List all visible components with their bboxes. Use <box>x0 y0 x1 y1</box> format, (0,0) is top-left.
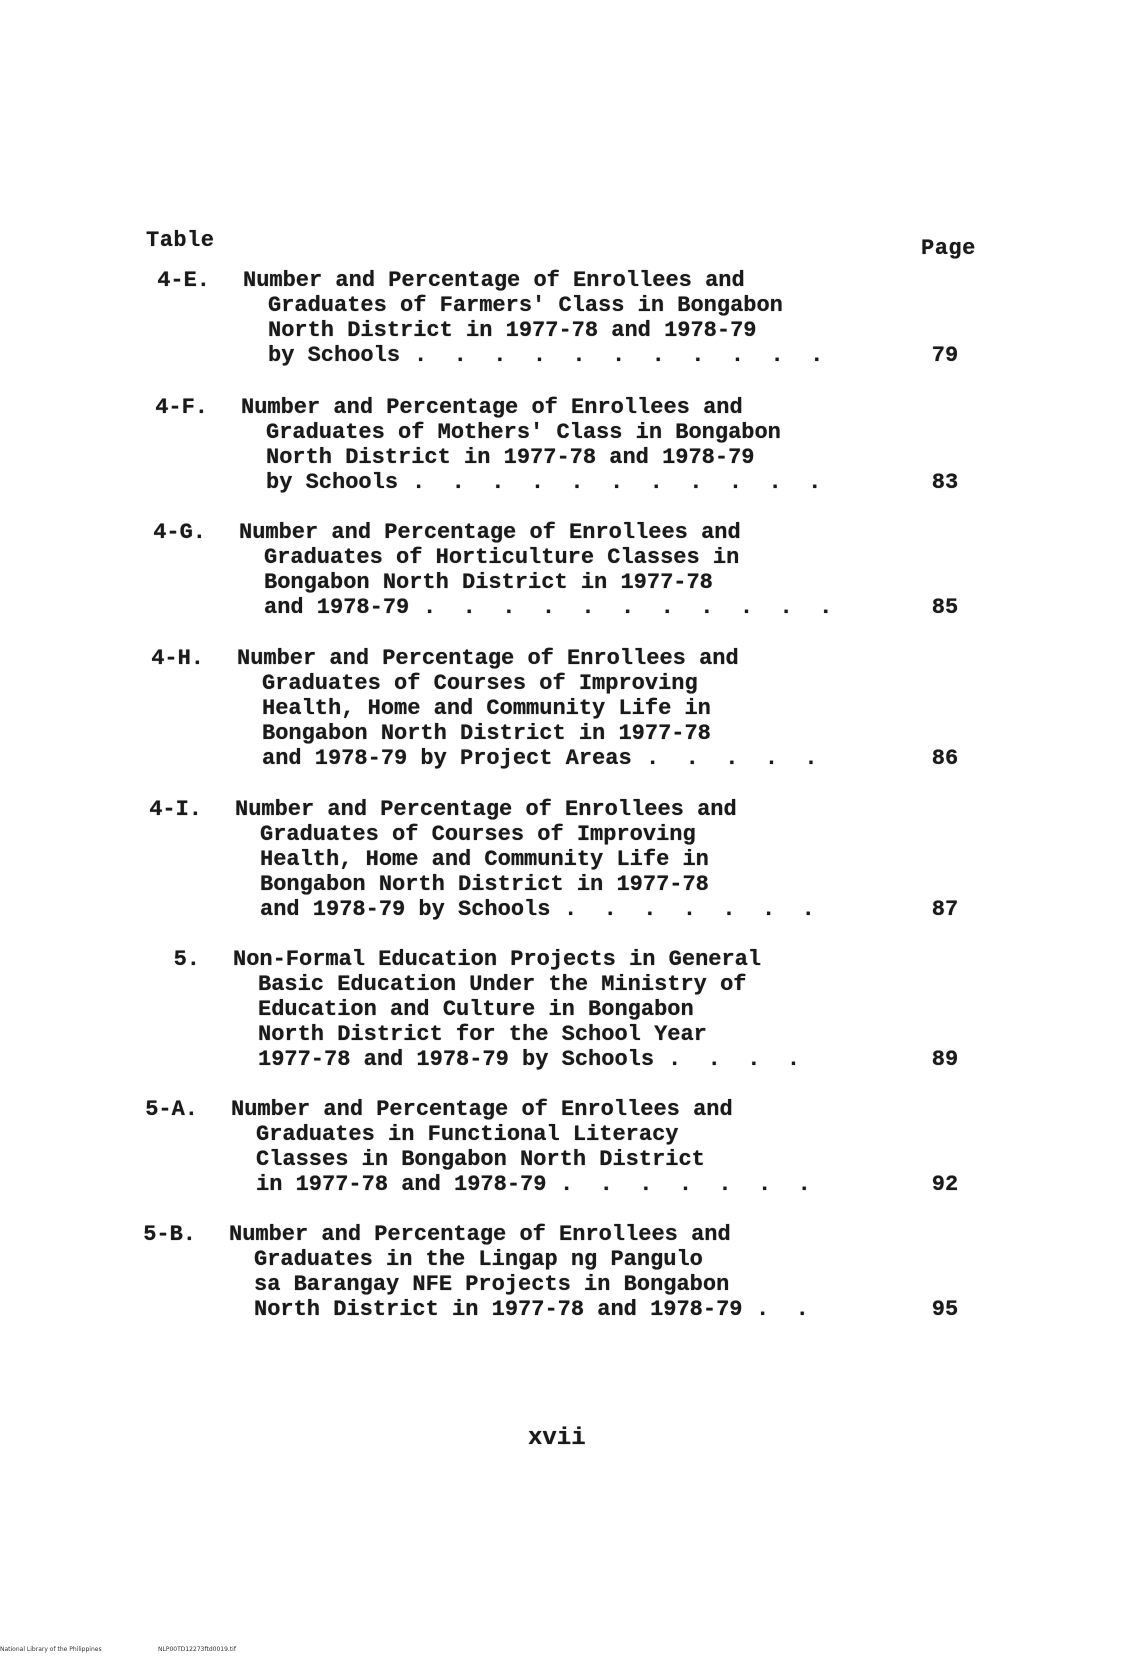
dot-leader: . . . . . . . . . . . <box>423 595 833 620</box>
table-number: 4-F. <box>155 395 208 420</box>
entry-title-line: Number and Percentage of Enrollees and <box>243 268 745 293</box>
entry-title-line: Graduates of Horticulture Classes in <box>264 545 740 570</box>
table-column-header: Table <box>146 228 215 253</box>
entry-title-line: and 1978-79 by Schools <box>260 897 551 922</box>
page-folio: xvii <box>528 1425 586 1452</box>
table-number: 4-E. <box>157 268 210 293</box>
dot-leader: . . . . . <box>646 746 831 771</box>
page-column-header: Page <box>921 236 976 261</box>
entry-title-line: Graduates in the Lingap ng Pangulo <box>254 1247 703 1272</box>
entry-title-line: Graduates in Functional Literacy <box>256 1122 679 1147</box>
entry-title-line: and 1978-79 <box>264 595 410 620</box>
table-number: 4-G. <box>153 520 206 545</box>
page-number: 89 <box>931 1047 959 1072</box>
entry-title-line: Non-Formal Education Projects in General <box>233 947 762 972</box>
entry-title-line: in 1977-78 and 1978-79 <box>256 1172 547 1197</box>
entry-title-line: North District in 1977-78 and 1978-79 <box>254 1297 743 1322</box>
entry-title-line: Bongabon North District in 1977-78 <box>260 872 709 897</box>
table-number: 5-B. <box>143 1222 196 1247</box>
entry-title-line: sa Barangay NFE Projects in Bongabon <box>254 1272 730 1297</box>
entry-title-line: Graduates of Courses of Improving <box>260 822 696 847</box>
page-number: 83 <box>931 470 959 495</box>
footer-library-credit: National Library of the Philippines <box>0 1646 102 1653</box>
entry-title-line: Bongabon North District in 1977-78 <box>262 721 711 746</box>
dot-leader: . . . . <box>668 1047 827 1072</box>
page-number: 79 <box>931 343 959 368</box>
entry-title-line: North District for the School Year <box>258 1022 707 1047</box>
entry-title-line: Number and Percentage of Enrollees and <box>235 797 737 822</box>
entry-title-line: Health, Home and Community Life in <box>262 696 711 721</box>
entry-title-line: and 1978-79 by Project Areas <box>262 746 632 771</box>
table-number: 4-I. <box>149 797 202 822</box>
dot-leader: . . . . . . . . . . . <box>412 470 835 495</box>
entry-title-line: Number and Percentage of Enrollees and <box>231 1097 733 1122</box>
footer-file-name: NLP00TD12273ftd0019.tif <box>158 1646 236 1653</box>
page-number: 85 <box>931 595 959 620</box>
page-number: 92 <box>931 1172 959 1197</box>
dot-leader: . . . . . . . <box>564 897 829 922</box>
entry-title-line: Number and Percentage of Enrollees and <box>229 1222 731 1247</box>
entry-title-line: by Schools <box>268 343 401 368</box>
page-number: 95 <box>931 1297 959 1322</box>
dot-leader: . . . . . . . . . . . <box>414 343 824 368</box>
table-number: 5-A. <box>145 1097 198 1122</box>
entry-title-line: Classes in Bongabon North District <box>256 1147 705 1172</box>
dot-leader: . . . . . . . <box>560 1172 825 1197</box>
entry-title-line: by Schools <box>266 470 399 495</box>
table-number: 4-H. <box>151 646 204 671</box>
page-number: 87 <box>931 897 959 922</box>
entry-title-line: Number and Percentage of Enrollees and <box>239 520 741 545</box>
entry-title-line: Bongabon North District in 1977-78 <box>264 570 713 595</box>
table-number: 5. <box>173 947 200 972</box>
entry-title-line: Basic Education Under the Ministry of <box>258 972 747 997</box>
page-number: 86 <box>931 746 959 771</box>
entry-title-line: Number and Percentage of Enrollees and <box>237 646 739 671</box>
entry-title-line: Health, Home and Community Life in <box>260 847 709 872</box>
entry-title-line: Graduates of Farmers' Class in Bongabon <box>268 293 783 318</box>
dot-leader: . . <box>756 1297 823 1322</box>
entry-title-line: Number and Percentage of Enrollees and <box>241 395 743 420</box>
entry-title-line: 1977-78 and 1978-79 by Schools <box>258 1047 655 1072</box>
entry-title-line: North District in 1977-78 and 1978-79 <box>268 318 757 343</box>
entry-title-line: Graduates of Mothers' Class in Bongabon <box>266 420 781 445</box>
entry-title-line: North District in 1977-78 and 1978-79 <box>266 445 755 470</box>
entry-title-line: Graduates of Courses of Improving <box>262 671 698 696</box>
entry-title-line: Education and Culture in Bongabon <box>258 997 694 1022</box>
